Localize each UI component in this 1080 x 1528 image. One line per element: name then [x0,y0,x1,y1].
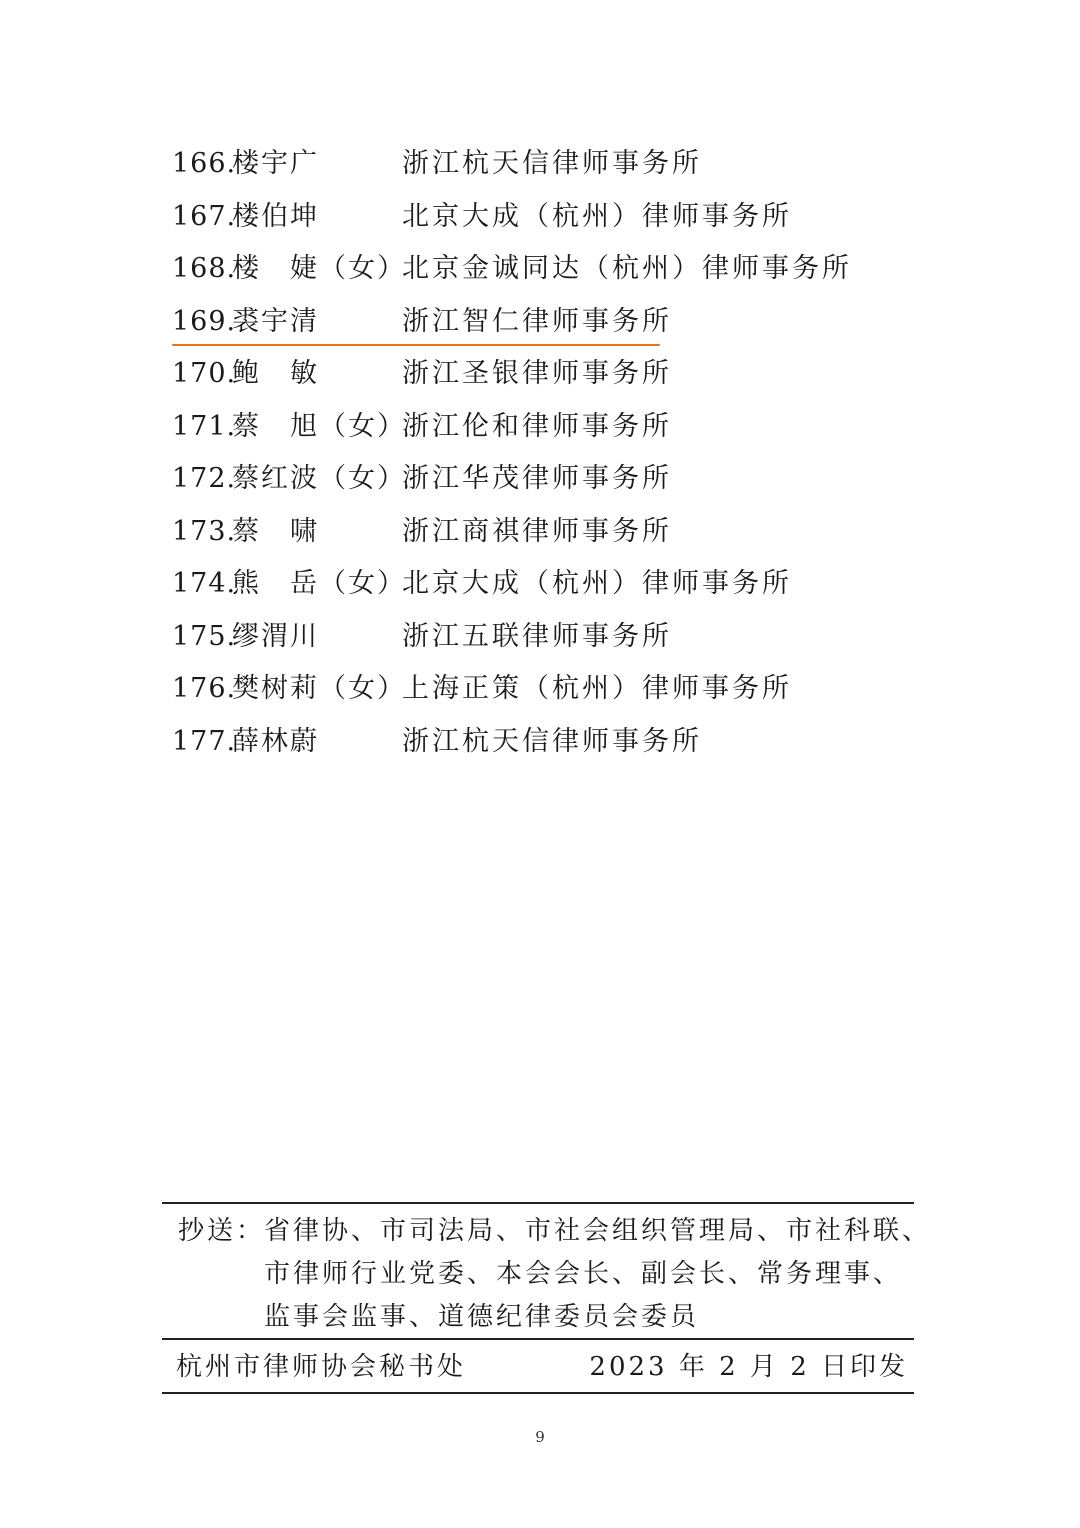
entry-number: 174. [172,568,237,599]
entry-number: 168. [172,253,237,284]
issuance-footer [176,1344,908,1390]
entry-number: 169. [172,305,237,337]
law-firm: 北京大成（杭州）律师事务所 [402,200,792,232]
cc-label: 抄送： [178,1216,266,1246]
page-number: 9 [535,1428,545,1446]
lawyer-name: 楼 婕（女） [232,253,406,284]
law-firm: 北京金诚同达（杭州）律师事务所 [402,253,852,284]
entry-number: 166. [172,148,237,179]
entry-number: 171. [172,410,237,442]
divider-bottom [162,1392,914,1394]
entry-number: 170. [172,358,237,389]
law-firm: 浙江伦和律师事务所 [402,410,672,442]
lawyer-name: 蔡 啸 [232,515,319,547]
law-firm: 浙江杭天信律师事务所 [402,725,702,757]
list-item [172,243,932,296]
divider-top [162,1202,914,1204]
entry-number: 167. [172,200,237,232]
entry-number: 177. [172,725,237,757]
cc-recipients-line: 省律协、市司法局、市社会组织管理局、市社科联、 [264,1216,932,1246]
list-item [172,506,932,559]
entry-number: 172. [172,463,237,494]
law-firm: 北京大成（杭州）律师事务所 [402,568,792,599]
lawyer-name: 缪渭川 [232,620,319,652]
issuer: 杭州市律师协会秘书处 [176,1352,467,1382]
issue-date: 2023 年 2 月 2 日印发 [589,1352,908,1382]
lawyer-name: 蔡红波（女） [232,463,406,494]
list-item [172,663,932,716]
cc-recipients-line: 监事会监事、道德纪律委员会委员 [264,1302,700,1332]
lawyer-name: 楼伯坤 [232,200,319,232]
law-firm: 浙江商祺律师事务所 [402,515,672,547]
list-item [172,558,932,611]
law-firm: 浙江智仁律师事务所 [402,305,672,337]
lawyer-name: 楼宇广 [232,148,319,179]
lawyer-name: 鲍 敏 [232,358,319,389]
list-item [172,138,932,191]
entry-number: 175. [172,620,237,652]
law-firm: 浙江圣银律师事务所 [402,358,672,389]
list-item [172,453,932,506]
law-firm: 浙江杭天信律师事务所 [402,148,702,179]
list-item [172,401,932,454]
list-item [172,191,932,244]
lawyer-name: 蔡 旭（女） [232,410,406,442]
highlight-underline [172,344,660,346]
lawyer-name: 薛林蔚 [232,725,319,757]
lawyer-name: 裘宇清 [232,305,319,337]
lawyer-name: 熊 岳（女） [232,568,406,599]
divider-middle [162,1338,914,1340]
lawyer-list [172,138,932,768]
list-item-highlighted [172,296,932,349]
law-firm: 浙江华茂律师事务所 [402,463,672,494]
list-item [172,716,932,769]
entry-number: 173. [172,515,237,547]
cc-recipients-line: 市律师行业党委、本会会长、副会长、常务理事、 [264,1259,903,1289]
lawyer-name: 樊树莉（女） [232,673,406,704]
law-firm: 上海正策（杭州）律师事务所 [402,673,792,704]
law-firm: 浙江五联律师事务所 [402,620,672,652]
entry-number: 176. [172,673,237,704]
list-item [172,611,932,664]
list-item [172,348,932,401]
